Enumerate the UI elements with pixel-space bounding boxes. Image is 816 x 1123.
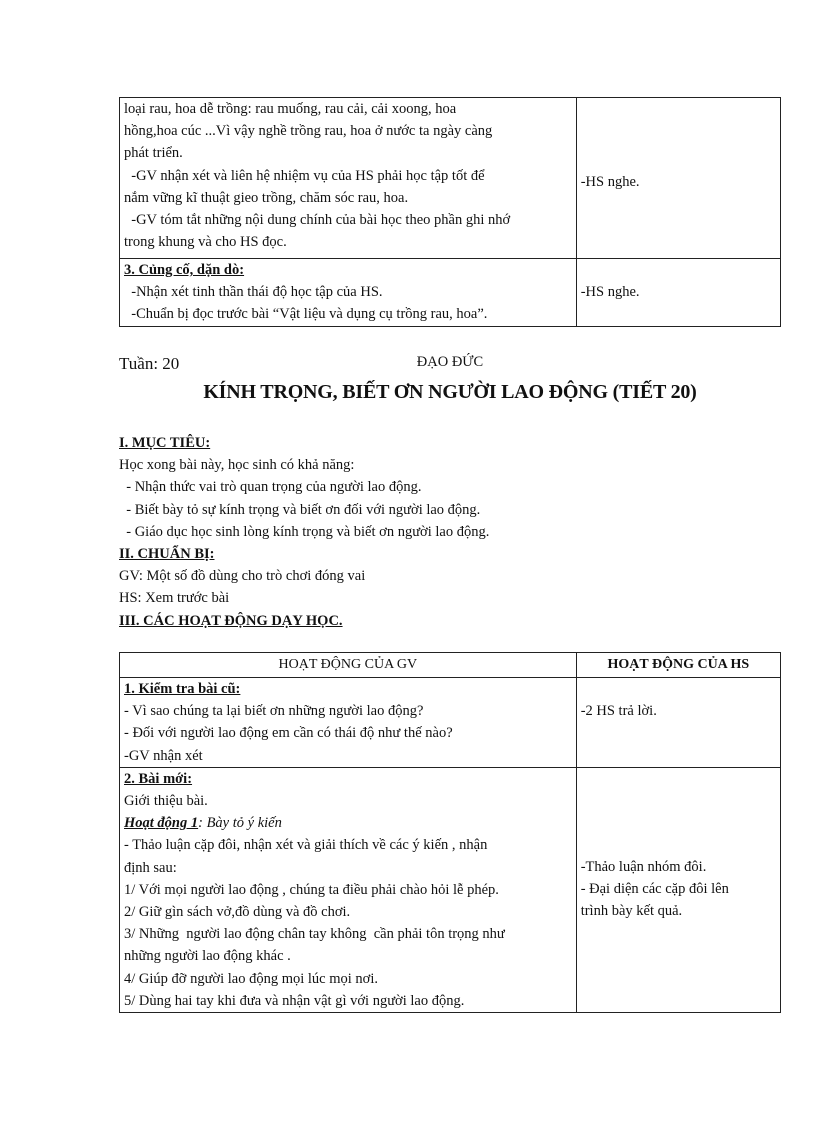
subject-label: ĐẠO ĐỨC bbox=[416, 354, 484, 370]
hs-cell bbox=[576, 259, 780, 327]
text-line: 4/ Giúp đỡ người lao động mọi lúc mọi nơi. bbox=[124, 970, 378, 987]
text-line: loại rau, hoa dễ trồng: rau muống, rau cải, cải xoong, hoa bbox=[124, 101, 457, 117]
objectives-section bbox=[119, 432, 779, 543]
text-line: -GV tóm tắt những nội dung chính của bài học theo phần ghi nhớ bbox=[124, 212, 511, 229]
text-line: -GV nhận xét bbox=[124, 747, 203, 764]
text-line: 2/ Giữ gìn sách vở,đồ dùng và đồ chơi. bbox=[124, 904, 351, 921]
activity-label: Hoạt động 1 bbox=[124, 815, 199, 832]
objective-item: - Biết bày tỏ sự kính trọng và biết ơn đối với người lao động. bbox=[119, 501, 481, 518]
hs-cell bbox=[576, 678, 780, 768]
hs-cell bbox=[576, 767, 780, 1012]
previous-lesson-table bbox=[119, 97, 781, 327]
gv-cell bbox=[120, 678, 577, 768]
hs-cell bbox=[576, 98, 780, 259]
text-line: phát triển. bbox=[124, 145, 183, 162]
text-line: những người lao động khác . bbox=[124, 948, 291, 965]
lesson-title: KÍNH TRỌNG, BIẾT ƠN NGƯỜI LAO ĐỘNG (TIẾT 20) bbox=[203, 381, 697, 403]
preparation-section bbox=[119, 543, 779, 632]
table-row bbox=[120, 98, 781, 259]
objectives-heading: I. MỤC TIÊU: bbox=[119, 435, 211, 451]
text-line: - Đối với người lao động em cần có thái độ như thế nào? bbox=[124, 725, 453, 742]
text-line: 5/ Dùng hai tay khi đưa và nhận vật gì với người lao động. bbox=[124, 992, 465, 1009]
text-line: nắm vững kĩ thuật gieo trồng, chăm sóc rau, hoa. bbox=[124, 189, 409, 206]
gv-cell bbox=[120, 98, 577, 259]
text-line: -Thảo luận nhóm đôi. bbox=[580, 858, 707, 875]
table-row bbox=[120, 259, 781, 327]
text-line: trình bày kết quả. bbox=[580, 903, 683, 920]
text-line: -Chuẩn bị đọc trước bài “Vật liệu và dụng cụ trồng rau, hoa”. bbox=[124, 306, 488, 323]
gv-cell bbox=[120, 259, 577, 327]
preparation-heading: II. CHUẨN BỊ: bbox=[119, 546, 215, 562]
text-line: Giới thiệu bài. bbox=[124, 793, 208, 810]
text-line: 1/ Với mọi người lao động , chúng ta điều phải chào hỏi lễ phép. bbox=[124, 881, 499, 898]
section-heading: 3. Củng cố, dặn dò: bbox=[124, 262, 245, 278]
text-line: -Nhận xét tinh thần thái độ học tập của HS. bbox=[124, 284, 383, 301]
text-line: 3/ Những người lao động chân tay không cần phải tôn trọng như bbox=[124, 926, 505, 943]
text-line: - Vì sao chúng ta lại biết ơn những người lao động? bbox=[124, 703, 424, 720]
section-heading: 1. Kiểm tra bài cũ: bbox=[124, 681, 241, 697]
activity-title-line bbox=[124, 812, 572, 834]
activities-table bbox=[119, 652, 781, 1013]
text-line: - Thảo luận cặp đôi, nhận xét và giải thích về các ý kiến , nhận bbox=[124, 837, 488, 854]
week-label: Tuần: 20 bbox=[119, 354, 180, 373]
column-header-hs: HOẠT ĐỘNG CỦA HS bbox=[576, 653, 780, 678]
table-header-row bbox=[120, 653, 781, 678]
objective-item: - Giáo dục học sinh lòng kính trọng và biết ơn người lao động. bbox=[119, 523, 490, 540]
text-line: hồng,hoa cúc ...Vì vậy nghề trồng rau, hoa ở nước ta ngày càng bbox=[124, 123, 493, 140]
text-line: -GV nhận xét và liên hệ nhiệm vụ của HS phải học tập tốt để bbox=[124, 167, 485, 184]
section-heading: 2. Bài mới: bbox=[124, 770, 193, 787]
preparation-hs: HS: Xem trước bài bbox=[119, 590, 230, 607]
text-line: trong khung và cho HS đọc. bbox=[124, 234, 287, 251]
lesson-header bbox=[119, 354, 781, 376]
table-row bbox=[120, 678, 781, 768]
text-line: -2 HS trả lời. bbox=[580, 703, 657, 719]
text-line: - Đại diện các cặp đôi lên bbox=[580, 881, 729, 898]
text-line: định sau: bbox=[124, 859, 177, 876]
column-header-gv: HOẠT ĐỘNG CỦA GV bbox=[120, 653, 577, 678]
objective-item: - Nhận thức vai trò quan trọng của người lao động. bbox=[119, 479, 422, 496]
gv-cell bbox=[120, 767, 577, 1012]
activity-title: : Bày tỏ ý kiến bbox=[198, 815, 282, 832]
activities-heading: III. CÁC HOẠT ĐỘNG DẠY HỌC. bbox=[119, 612, 343, 629]
table-row bbox=[120, 767, 781, 1012]
preparation-gv: GV: Một số đồ dùng cho trò chơi đóng vai bbox=[119, 568, 366, 585]
text-line: -HS nghe. bbox=[580, 284, 640, 300]
text-line: -HS nghe. bbox=[580, 174, 640, 190]
objectives-intro: Học xong bài này, học sinh có khả năng: bbox=[119, 457, 355, 474]
